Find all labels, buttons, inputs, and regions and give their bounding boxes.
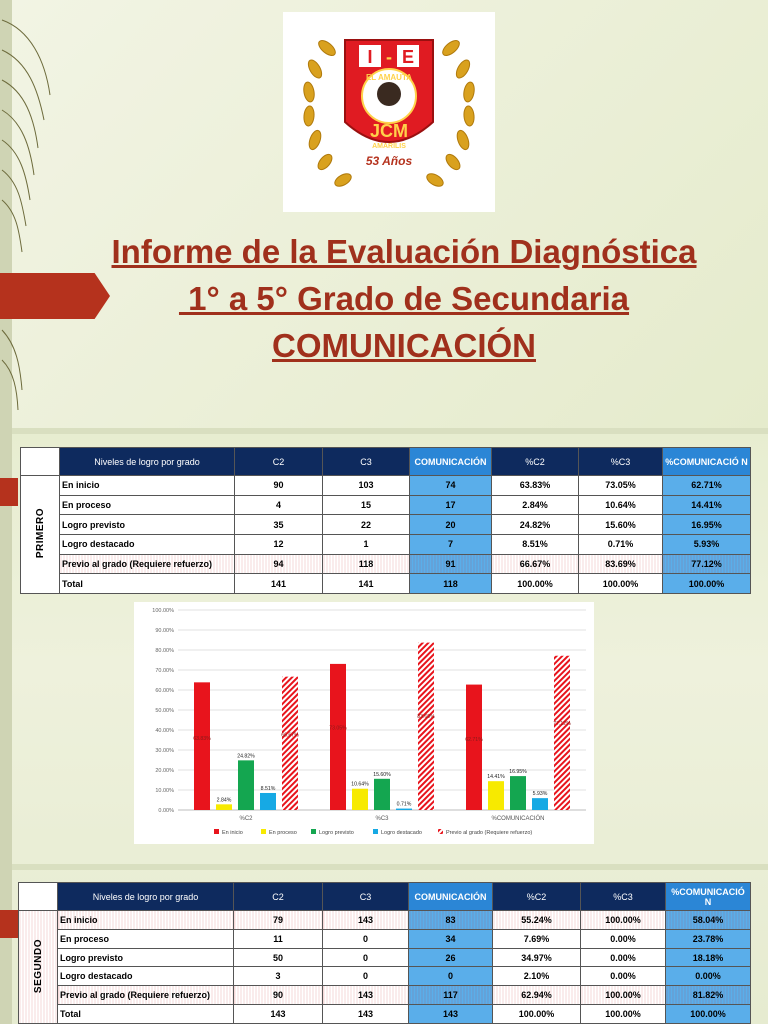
row-label: Total [60,574,235,594]
col-header-pc3: %C3 [579,448,663,476]
cell-pc2: 55.24% [493,911,581,930]
col-header-pc3: %C3 [581,883,666,911]
cell-c3: 1 [323,534,410,554]
cell-pcom: 77.12% [663,554,751,574]
cell-pc2: 100.00% [492,574,579,594]
bar [418,643,434,810]
cell-pcom: 16.95% [663,515,751,535]
cell-pc2: 63.83% [492,476,579,496]
cell-c2: 90 [234,986,323,1005]
y-tick-label: 60.00% [155,688,174,694]
cell-c3: 0 [323,948,409,967]
cell-pc3: 73.05% [579,476,663,496]
cell-c2: 35 [235,515,323,535]
col-header-c3: C3 [323,448,410,476]
data-label: 63.83% [193,735,211,742]
cell-pc2: 2.84% [492,495,579,515]
side-marker [0,910,18,938]
cell-com: 7 [410,534,492,554]
data-label: 77.12% [553,721,571,728]
row-label: Logro destacado [60,534,235,554]
data-label: 24.82% [237,753,255,760]
logo-initials: JCM [369,121,409,141]
logo-letter-i: I [367,47,373,67]
col-header-niveles: Niveles de logro por grado [58,883,234,911]
school-logo [283,12,495,212]
cell-pcom: 81.82% [666,986,751,1005]
cell-c3: 103 [323,476,410,496]
page-title [40,228,768,369]
y-tick-label: 70.00% [155,668,174,674]
cell-c2: 11 [234,929,323,948]
cell-c3: 118 [323,554,410,574]
results-table-segundo [18,882,750,1024]
x-tick-label: %C3 [375,816,389,822]
bar [396,809,412,810]
cell-pc2: 7.69% [493,929,581,948]
cell-com: 0 [409,967,493,986]
grade-label-cell [19,911,58,1024]
y-tick-label: 50.00% [155,708,174,714]
cell-pc3: 83.69% [579,554,663,574]
cell-pcom: 58.04% [666,911,751,930]
cell-c2: 141 [235,574,323,594]
logo-ring-text: EL AMAUTA [365,73,413,82]
cell-pc2: 66.67% [492,554,579,574]
x-tick-label: %COMUNICACIÓN [491,816,545,822]
bar [352,789,368,810]
cell-pcom: 100.00% [663,574,751,594]
data-label: 66.67% [281,732,299,739]
data-label: 5.93% [532,791,548,798]
y-tick-label: 0.00% [158,808,174,814]
y-tick-label: 20.00% [155,768,174,774]
data-label: 2.84% [216,797,232,804]
cell-c2: 4 [235,495,323,515]
cell-c2: 143 [234,1005,323,1024]
legend-swatch [311,829,316,834]
cell-pc3: 100.00% [581,1005,666,1024]
bar [554,656,570,810]
legend-label: Logro destacado [381,830,422,836]
cell-pc3: 100.00% [581,986,666,1005]
col-header-c2: C2 [234,883,323,911]
grade-label: SEGUNDO [32,938,44,994]
slide-divider [0,428,768,434]
corner-cell [19,883,58,911]
bar [330,664,346,810]
col-header-niveles: Niveles de logro por grado [60,448,235,476]
x-tick-label: %C2 [239,816,253,822]
row-label: Previo al grado (Requiere refuerzo) [58,986,234,1005]
bar [374,779,390,810]
side-marker [0,478,18,506]
cell-c2: 94 [235,554,323,574]
cell-com: 91 [410,554,492,574]
cell-pc2: 24.82% [492,515,579,535]
cell-c3: 143 [323,986,409,1005]
cell-c2: 90 [235,476,323,496]
bar [532,798,548,810]
title-line-2: 1° a 5° Grado de Secundaria [178,280,630,317]
cell-pc3: 0.00% [581,967,666,986]
bar [488,781,504,810]
col-header-comunicacion: COMUNICACIÓN [409,883,493,911]
y-tick-label: 90.00% [155,628,174,634]
cell-com: 143 [409,1005,493,1024]
y-tick-label: 100.00% [152,608,174,614]
bar [260,793,276,810]
y-tick-label: 80.00% [155,648,174,654]
title-line-1: Informe de la Evaluación Diagnóstica [111,233,697,270]
logo-years: 53 Años [365,154,413,168]
cell-pcom: 14.41% [663,495,751,515]
bar [510,776,526,810]
logo-place: AMARILIS [372,143,406,150]
legend-swatch [373,829,378,834]
cell-c2: 50 [234,948,323,967]
col-header-comunicacion: COMUNICACIÓN [410,448,492,476]
cell-com: 74 [410,476,492,496]
cell-pcom: 23.78% [666,929,751,948]
cell-pcom: 0.00% [666,967,751,986]
col-header-c2: C2 [235,448,323,476]
col-header-pcomunicacion: %COMUNICACIÓ N [666,883,751,911]
cell-pc2: 34.97% [493,948,581,967]
chart-canvas [134,602,594,844]
cell-c3: 0 [323,929,409,948]
y-tick-label: 40.00% [155,728,174,734]
cell-c3: 15 [323,495,410,515]
y-tick-label: 10.00% [155,788,174,794]
cell-com: 20 [410,515,492,535]
cell-pc3: 0.71% [579,534,663,554]
legend-swatch [261,829,266,834]
cell-pc3: 10.64% [579,495,663,515]
data-label: 8.51% [260,785,276,792]
cell-c3: 0 [323,967,409,986]
cell-pc2: 2.10% [493,967,581,986]
legend-label: Previo al grado (Requiere refuerzo) [446,830,533,836]
data-label: 62.71% [465,737,483,744]
col-header-pc2: %C2 [492,448,579,476]
cell-c3: 22 [323,515,410,535]
bar [282,677,298,810]
cell-pc2: 62.94% [493,986,581,1005]
cell-pcom: 62.71% [663,476,751,496]
cell-c3: 143 [323,911,409,930]
data-label: 73.05% [329,725,347,732]
cell-c2: 12 [235,534,323,554]
row-label: En proceso [60,495,235,515]
slide-divider [0,864,768,870]
logo-ampersand: - [386,47,392,67]
data-label: 14.41% [487,774,505,781]
legend-swatch [214,829,219,834]
cell-pcom: 18.18% [666,948,751,967]
data-label: 10.64% [351,781,369,788]
data-label: 15.60% [373,771,391,778]
row-label: En proceso [58,929,234,948]
legend-label: En inicio [222,830,243,836]
cell-pc3: 100.00% [579,574,663,594]
results-table-primero [20,447,750,594]
cell-c3: 141 [323,574,410,594]
cell-c2: 3 [234,967,323,986]
data-label: 83.69% [417,713,435,720]
results-bar-chart [134,602,594,844]
cell-c2: 79 [234,911,323,930]
cell-pc3: 0.00% [581,948,666,967]
cell-pc2: 100.00% [493,1005,581,1024]
cell-c3: 143 [323,1005,409,1024]
cell-pc3: 15.60% [579,515,663,535]
bar [194,682,210,810]
grade-label-cell [21,476,60,594]
title-line-3: COMUNICACIÓN [272,327,536,364]
col-header-pc2: %C2 [493,883,581,911]
cell-pc2: 8.51% [492,534,579,554]
row-label: Logro previsto [60,515,235,535]
cell-com: 17 [410,495,492,515]
corner-cell [21,448,60,476]
col-header-c3: C3 [323,883,409,911]
row-label: Logro destacado [58,967,234,986]
row-label: Previo al grado (Requiere refuerzo) [60,554,235,574]
col-header-pcomunicacion: %COMUNICACIÓ N [663,448,751,476]
legend-label: En proceso [269,830,297,836]
cell-pc3: 0.00% [581,929,666,948]
grade-label: PRIMERO [34,508,46,559]
y-tick-label: 30.00% [155,748,174,754]
row-label: Logro previsto [58,948,234,967]
row-label: En inicio [58,911,234,930]
row-label: En inicio [60,476,235,496]
cell-com: 117 [409,986,493,1005]
cell-com: 83 [409,911,493,930]
legend-swatch [438,829,443,834]
cell-pcom: 100.00% [666,1005,751,1024]
data-label: 0.71% [396,801,412,808]
cell-com: 34 [409,929,493,948]
bar [466,685,482,810]
cell-com: 26 [409,948,493,967]
data-label: 16.95% [509,769,527,776]
legend-label: Logro previsto [319,830,354,836]
logo-letter-e: E [401,47,415,67]
cell-pcom: 5.93% [663,534,751,554]
bar [216,804,232,810]
cell-com: 118 [410,574,492,594]
bar [238,760,254,810]
row-label: Total [58,1005,234,1024]
cell-pc3: 100.00% [581,911,666,930]
